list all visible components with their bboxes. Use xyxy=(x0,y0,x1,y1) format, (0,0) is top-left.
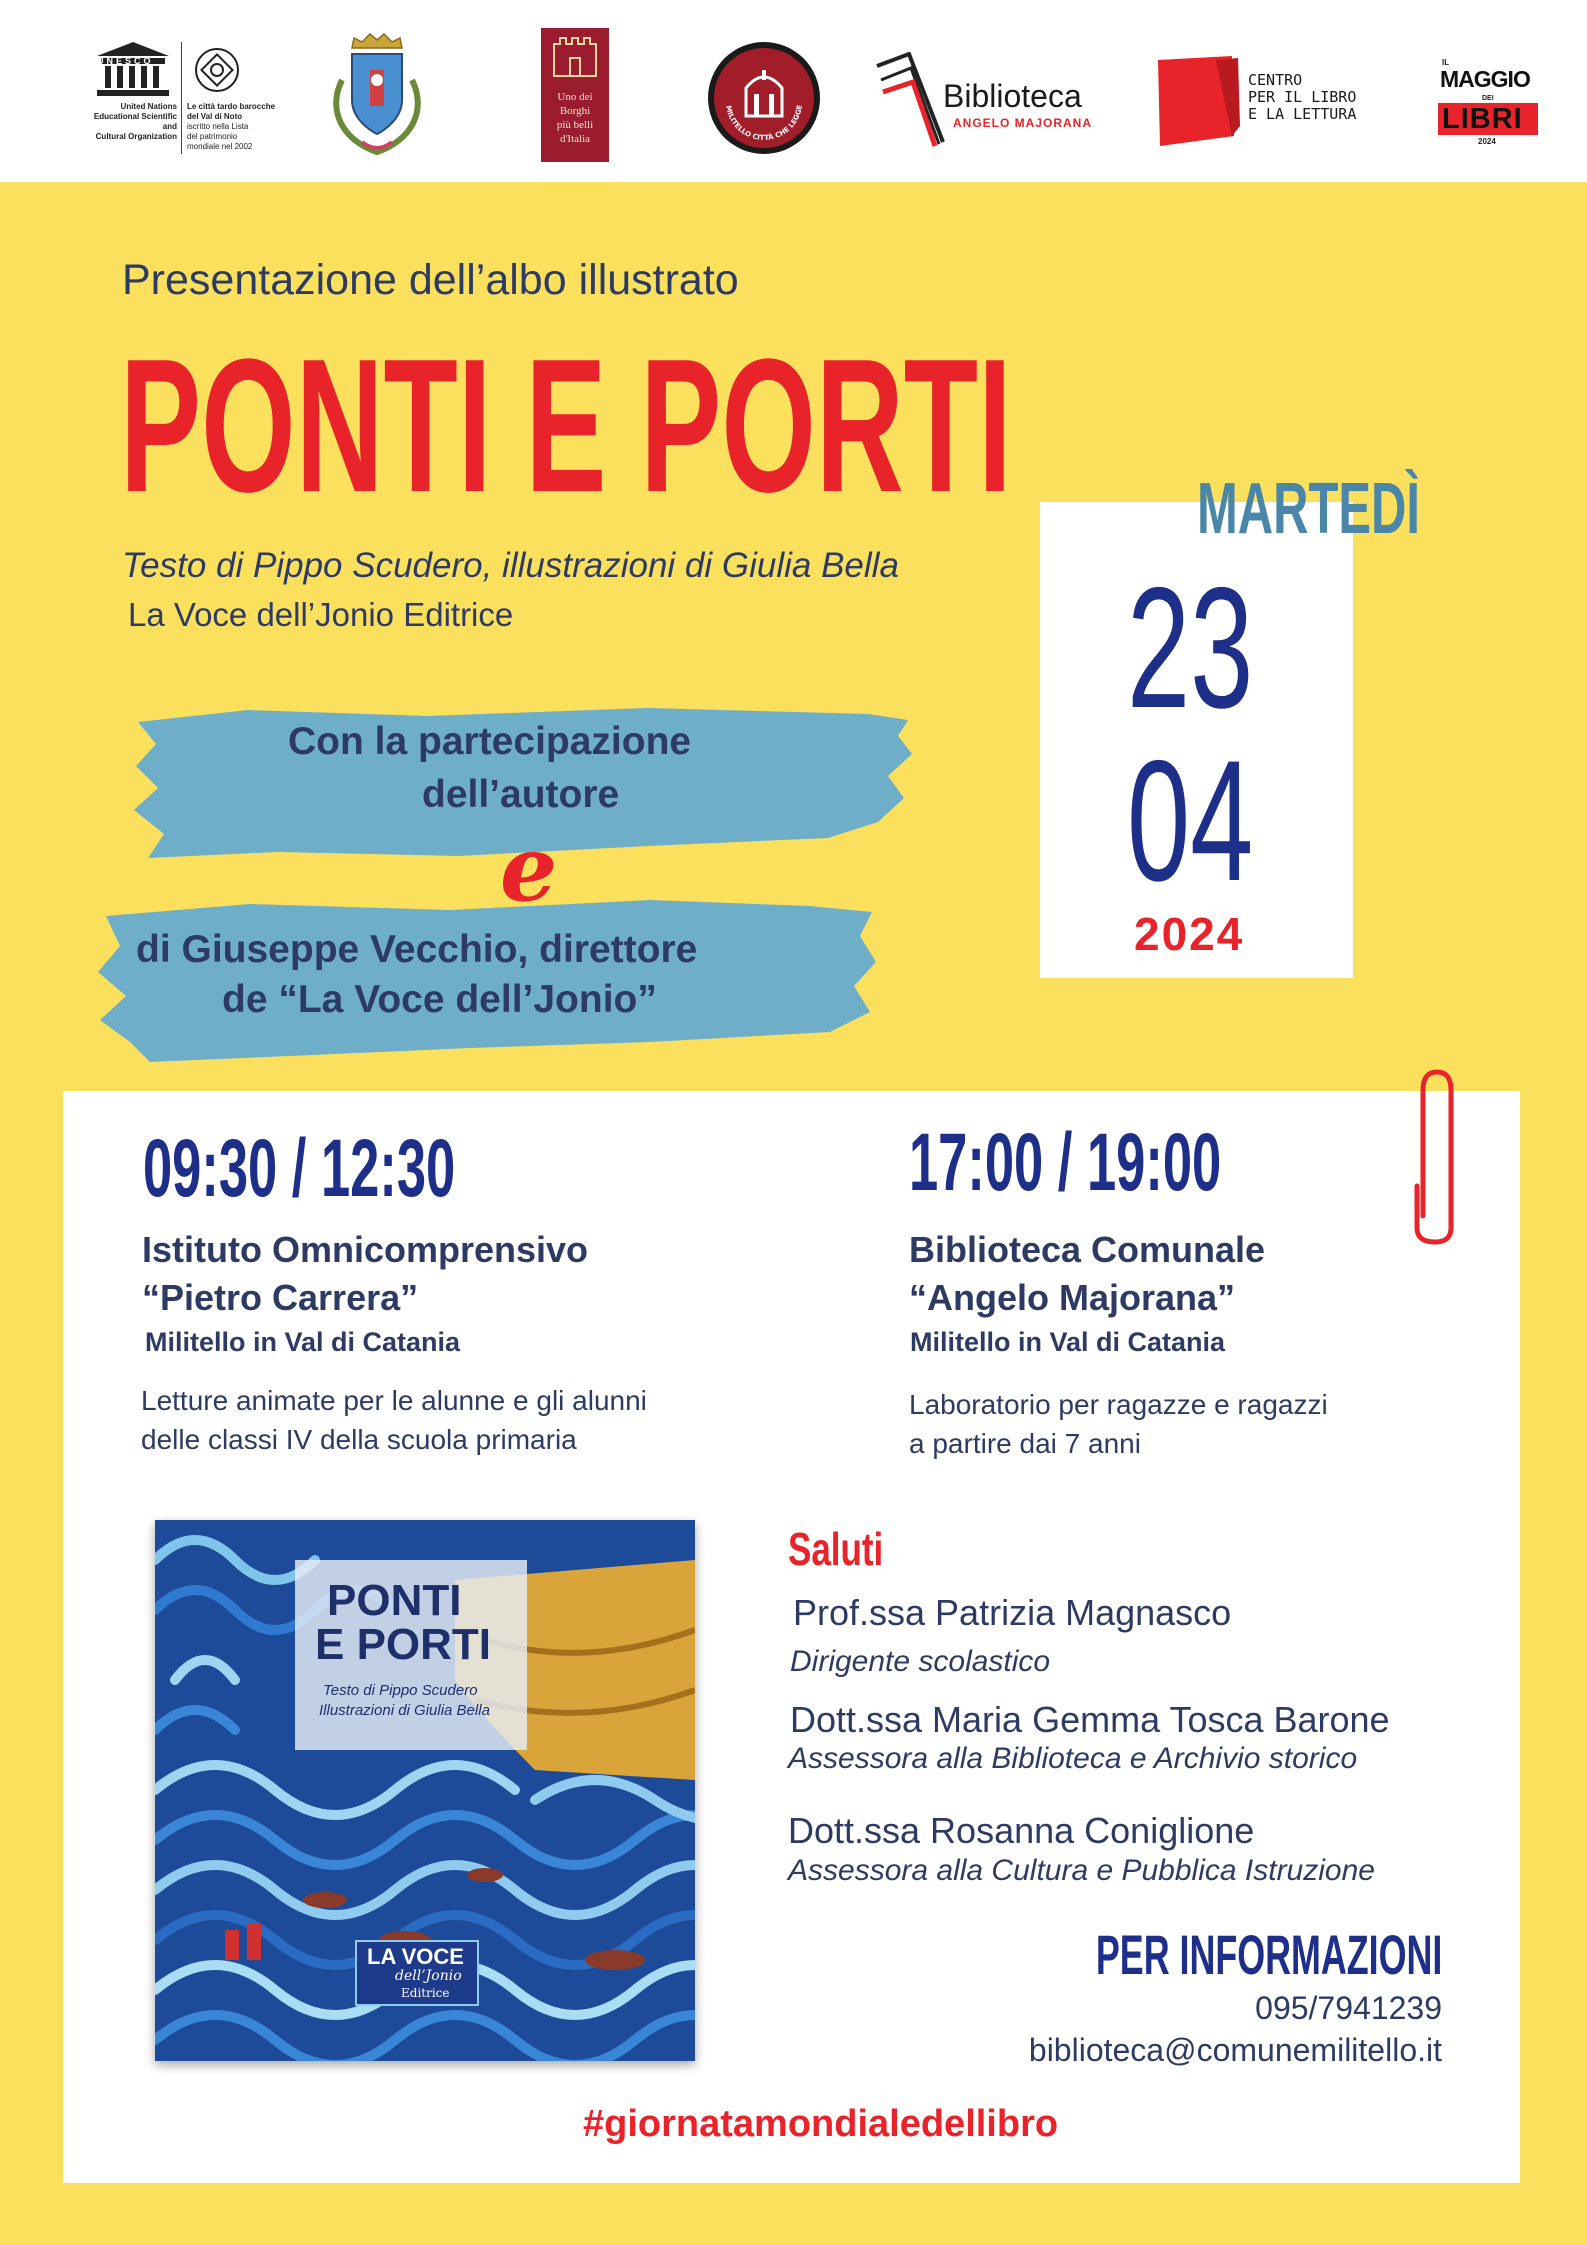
biblioteca-name: Biblioteca xyxy=(943,78,1082,114)
centro-line: PER IL LIBRO xyxy=(1248,88,1357,106)
cover-brand-2: dell’Jonio xyxy=(395,1968,462,1984)
unesco-logo xyxy=(85,40,275,160)
unesco-site-line: del patrimonio xyxy=(187,132,238,141)
session-1-place: Militello in Val di Catania xyxy=(145,1327,461,1357)
cover-title-2: E PORTI xyxy=(315,1620,492,1669)
centro-line: CENTRO xyxy=(1248,71,1303,89)
session-2-place: Militello in Val di Catania xyxy=(910,1327,1226,1357)
red-book-icon xyxy=(1156,56,1240,146)
participation-line-3: di Giuseppe Vecchio, direttore xyxy=(136,928,698,971)
cover-sub-1: Testo di Pippo Scudero xyxy=(323,1682,478,1699)
unesco-site-line: Le città tardo barocche xyxy=(187,102,276,111)
publisher-text: La Voce dell’Jonio Editrice xyxy=(128,596,514,633)
maggio-libri-logo xyxy=(1438,56,1538,148)
unesco-temple-icon xyxy=(93,40,173,100)
session-1-time: 09:30 / 12:30 xyxy=(143,1123,456,1214)
unesco-org-line: Cultural Organization xyxy=(95,132,177,141)
info-heading: PER INFORMAZIONI xyxy=(1095,1923,1442,1986)
date-month: 04 xyxy=(1127,725,1254,917)
borghi-logo xyxy=(541,28,609,162)
unesco-site-line: del Val di Noto xyxy=(187,112,243,121)
saluti-heading: Saluti xyxy=(788,1523,884,1575)
biblioteca-sub: ANGELO MAJORANA xyxy=(953,116,1093,130)
saluti-person-1-role: Dirigente scolastico xyxy=(790,1645,1051,1678)
cover-brand-1: LA VOCE xyxy=(367,1944,464,1969)
participation-line-2: dell’autore xyxy=(422,773,620,816)
centro-line: E LA LETTURA xyxy=(1248,105,1357,123)
logo-bar xyxy=(0,0,1587,182)
borghi-line: Borghi xyxy=(559,105,591,117)
tower-icon xyxy=(550,34,600,78)
unesco-site-line: iscritto nella Lista xyxy=(187,122,249,131)
citta-che-legge-text: MILITELLO CITTÀ CHE LEGGE xyxy=(724,104,804,143)
cover-sub-2: Illustrazioni di Giulia Bella xyxy=(319,1702,490,1719)
world-heritage-icon xyxy=(193,46,241,94)
borghi-line: Uno dei xyxy=(557,91,593,103)
session-2-venue-1: Biblioteca Comunale xyxy=(909,1229,1266,1270)
maggio-line: DEI xyxy=(1482,95,1494,102)
session-2-desc-2: a partire dai 7 anni xyxy=(909,1428,1141,1459)
credits-text: Testo di Pippo Scudero, illustrazioni di Giulia Bella xyxy=(122,546,899,585)
participation-line-1: Con la partecipazione xyxy=(288,720,692,763)
borghi-line: d'Italia xyxy=(559,133,591,145)
unesco-name: UNESCO xyxy=(97,56,154,66)
paperclip-icon xyxy=(1403,1066,1459,1246)
session-2-venue-2: “Angelo Majorana” xyxy=(909,1277,1236,1318)
coat-of-arms-icon xyxy=(322,30,432,160)
maggio-line: IL xyxy=(1442,58,1450,67)
maggio-line: 2024 xyxy=(1478,137,1496,146)
participation-conj: e xyxy=(500,816,558,922)
page-title: PONTI E PORTI xyxy=(120,320,1012,532)
centro-libro-logo xyxy=(1156,56,1396,146)
session-2-time: 17:00 / 19:00 xyxy=(909,1117,1222,1208)
maggio-line: MAGGIO xyxy=(1440,66,1530,92)
citta-che-legge-logo xyxy=(706,40,822,156)
saluti-person-3-name: Dott.ssa Rosanna Coniglione xyxy=(788,1810,1255,1851)
saluti-person-2-role: Assessora alla Biblioteca e Archivio storico xyxy=(788,1742,1358,1775)
unesco-org-line: Educational Scientific and xyxy=(93,112,177,131)
maggio-line: LIBRI xyxy=(1442,103,1523,135)
book-pages-icon xyxy=(873,52,953,152)
intro-text: Presentazione dell’albo illustrato xyxy=(122,256,739,304)
date-day: 23 xyxy=(1127,552,1254,744)
saluti-person-1-name: Prof.ssa Patrizia Magnasco xyxy=(793,1592,1232,1633)
session-2-desc-1: Laboratorio per ragazze e ragazzi xyxy=(909,1389,1328,1420)
info-email: biblioteca@comunemilitello.it xyxy=(1028,2032,1442,2068)
saluti-person-2-name: Dott.ssa Maria Gemma Tosca Barone xyxy=(790,1699,1390,1740)
date-year: 2024 xyxy=(1134,908,1245,960)
session-1-venue-2: “Pietro Carrera” xyxy=(142,1277,419,1318)
info-block xyxy=(880,1925,1442,2071)
unesco-site-line: mondiale nel 2002 xyxy=(187,142,253,151)
session-1-venue-1: Istituto Omnicomprensivo xyxy=(142,1229,589,1270)
saluti-person-3-role: Assessora alla Cultura e Pubblica Istruzione xyxy=(788,1854,1375,1887)
date-weekday: MARTEDÌ xyxy=(1197,469,1421,549)
biblioteca-logo xyxy=(873,52,1103,156)
unesco-org-line: United Nations xyxy=(120,102,177,111)
cover-title-1: PONTI xyxy=(327,1576,462,1625)
borghi-line: più belli xyxy=(556,119,594,131)
session-1-desc-2: delle classi IV della scuola primaria xyxy=(141,1424,577,1455)
session-1-desc-1: Letture animate per le alunne e gli alunni xyxy=(141,1385,647,1416)
info-phone: 095/7941239 xyxy=(1255,1990,1442,2026)
hashtag: #giornatamondialedellibro xyxy=(583,2103,1059,2145)
cover-brand-3: Editrice xyxy=(401,1986,450,2000)
participation-line-4: de “La Voce dell’Jonio” xyxy=(222,978,657,1021)
book-cover-image xyxy=(155,1520,695,2061)
